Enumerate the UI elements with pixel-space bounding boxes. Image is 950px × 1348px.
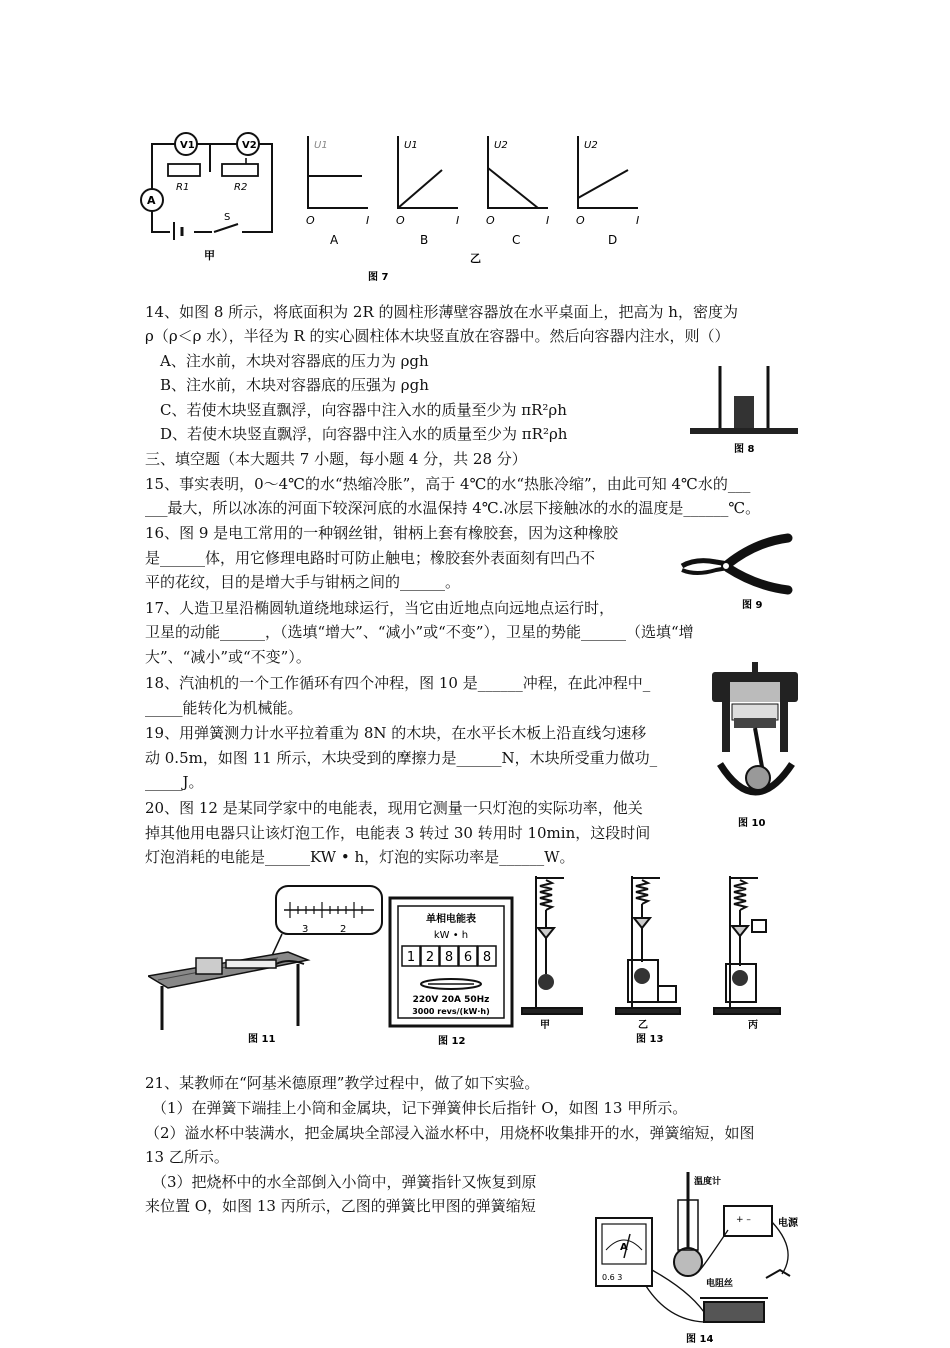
figure-12-caption: 图 12 (438, 1036, 466, 1047)
q21-step2a: （2）溢水杯中装满水，把金属块全部浸入溢水杯中，用烧杯收集排开的水，弹簧缩短，如图 (145, 1124, 755, 1142)
figure-11 (148, 880, 388, 1046)
q21-line1: 21、某教师在“阿基米德原理”教学过程中，做了如下实验。 (145, 1074, 540, 1092)
ammeter-letter: A (620, 1242, 628, 1253)
switch-label: S (224, 212, 231, 223)
q17-line2: 卫星的动能______，（选填“增大”、“减小”或“不变”），卫星的势能______（选填“增 (145, 623, 694, 641)
figure-14-caption: 图 14 (686, 1334, 714, 1344)
figure-9 (676, 532, 796, 612)
q16-line1: 16、图 9 是电工常用的一种钢丝钳，钳柄上套有橡胶套，因为这种橡胶 (145, 524, 619, 542)
graph-d-ylabel: U2 (584, 140, 598, 151)
meter-digit-3: 8 (444, 950, 454, 965)
q20-line1: 20、图 12 是某同学家中的电能表，现用它测量一只灯泡的实际功率，他关 (145, 799, 643, 817)
label-yi: 乙 (470, 252, 481, 265)
v1-label: V1 (180, 140, 195, 151)
graph-b-origin: O (396, 214, 405, 227)
section-3-heading: 三、填空题（本大题共 7 小题，每小题 4 分，共 28 分） (145, 450, 527, 468)
graph-c-origin: O (486, 214, 495, 227)
q21-step2b: 13 乙所示。 (145, 1148, 229, 1166)
q18-line2: _____能转化为机械能。 (145, 699, 303, 717)
figure-10-engine-drawing (706, 660, 806, 832)
r2-label: R2 (234, 182, 248, 193)
graph-b-ylabel: U1 (404, 140, 418, 151)
graph-c-xlabel: I (546, 214, 550, 227)
graph-a-letter: A (330, 233, 339, 247)
q17-line1: 17、人造卫星沿椭圆轨道绕地球运行，当它由近地点向远地点运行时， (145, 599, 615, 617)
meter-unit: kW • h (433, 930, 469, 941)
figure-13-yi: 乙 (638, 1020, 648, 1031)
q19-line2: 动 0.5m，如图 11 所示，木块受到的摩擦力是______N，木块所受重力做功_ (145, 749, 658, 767)
meter-rating: 220V 20A 50Hz (412, 995, 490, 1005)
graph-d-origin: O (576, 214, 585, 227)
figure-13-jia: 甲 (540, 1020, 550, 1031)
figure-14 (588, 1170, 810, 1344)
figure-11-caption: 图 11 (248, 1034, 276, 1045)
q21-step3a: （3）把烧杯中的水全部倒入小筒中，弹簧指针又恢复到原 (152, 1173, 537, 1191)
q14-option-d: D、若使木块竖直飘浮，向容器中注入水的质量至少为 πR²ρh (160, 425, 568, 443)
graph-a-ylabel: U1 (314, 140, 328, 151)
figure-10-caption: 图 10 (738, 818, 766, 829)
figure-13 (516, 870, 800, 1046)
figure-12 (388, 896, 514, 1048)
q16-line3: 平的花纹，目的是增大手与钳柄之间的______。 (145, 573, 461, 591)
q14-option-b: B、注水前，木块对容器底的压强为 ρgh (160, 376, 429, 394)
graph-b-letter: B (420, 233, 429, 247)
q19-line3: _____J。 (145, 773, 204, 791)
figure-7-caption: 图 7 (368, 272, 389, 283)
q17-line3: 大”、“减小”或“不变”）。 (145, 648, 311, 666)
graph-c-letter: C (512, 233, 521, 247)
figure-13-caption: 图 13 (636, 1034, 664, 1045)
graph-c-ylabel: U2 (494, 140, 508, 151)
graph-d-letter: D (608, 233, 618, 247)
figure-8 (688, 362, 800, 458)
meter-revs: 3000 revs/(kW·h) (412, 1007, 490, 1016)
figure-13-bing: 丙 (748, 1020, 758, 1031)
r1-label: R1 (176, 182, 190, 193)
q21-step1: （1）在弹簧下端挂上小筒和金属块，记下弹簧伸长后指针 O，如图 13 甲所示。 (152, 1099, 688, 1117)
ammeter-label: A (147, 194, 156, 207)
figure-8-caption: 图 8 (734, 444, 755, 455)
meter-digit-4: 6 (463, 950, 473, 965)
power-label: 电源 (778, 1218, 798, 1229)
figure-11-drawing (148, 880, 388, 1046)
wire-label: 电阻丝 (706, 1279, 734, 1289)
thermometer-label: 温度计 (694, 1177, 722, 1187)
figure-7-drawing (130, 128, 670, 288)
q14-line1: 14、如图 8 所示，将底面积为 2R 的圆柱形薄壁容器放在水平桌面上，把高为 h，密度为 (145, 303, 738, 321)
meter-digit-2: 2 (425, 950, 435, 965)
graph-a-origin: O (306, 214, 315, 227)
figure-9-caption: 图 9 (742, 600, 763, 611)
figure-13-drawing (516, 870, 800, 1046)
scale-left-mark: 3 (302, 924, 309, 935)
q14-option-a: A、注水前，木块对容器底的压力为 ρgh (160, 352, 429, 370)
q18-line1: 18、汽油机的一个工作循环有四个冲程，图 10 是______冲程，在此冲程中_ (145, 674, 651, 692)
q20-line2: 掉其他用电器只让该灯泡工作，电能表 3 转过 30 转用时 10min，这段时间 (145, 824, 651, 842)
figure-8-drawing (688, 362, 800, 458)
power-terminals: + – (736, 1215, 751, 1225)
q16-line2: 是______体，用它修理电路时可防止触电；橡胶套外表面刻有凹凸不 (145, 549, 596, 567)
q15-line1: 15、事实表明，0～4℃的水“热缩冷胀”，高于 4℃的水“热胀冷缩”，由此可知 4℃水的___ (145, 475, 751, 493)
q21-step3b: 来位置 O，如图 13 丙所示，乙图的弹簧比甲图的弹簧缩短 (145, 1197, 536, 1215)
meter-title: 单相电能表 (426, 914, 476, 925)
scale-right-mark: 2 (340, 924, 347, 935)
q20-line3: 灯泡消耗的电能是______KW • h，灯泡的实际功率是______W。 (145, 848, 575, 866)
figure-7 (130, 128, 670, 288)
graph-b-xlabel: I (456, 214, 460, 227)
figure-9-pliers-drawing (676, 532, 796, 612)
figure-12-meter-drawing (388, 896, 514, 1048)
graph-d-xlabel: I (636, 214, 640, 227)
q14-line2: ρ（ρ＜ρ 水），半径为 R 的实心圆柱体木块竖直放在容器中。然后向容器内注水，则（） (145, 327, 730, 345)
q14-option-c: C、若使木块竖直飘浮，向容器中注入水的质量至少为 πR²ρh (160, 401, 567, 419)
q15-line2: ___最大，所以冰冻的河面下较深河底的水温保持 4℃.冰层下接触冰的水的温度是______℃。 (145, 499, 761, 517)
figure-10 (706, 660, 806, 832)
q19-line1: 19、用弹簧测力计水平拉着重为 8N 的木块，在水平长木板上沿直线匀速移 (145, 724, 647, 742)
meter-digit-1: 1 (406, 950, 416, 965)
graph-a-xlabel: I (366, 214, 370, 227)
figure-14-drawing (588, 1170, 810, 1344)
ammeter-scale: 0.6 3 (602, 1273, 623, 1282)
v2-label: V2 (242, 140, 257, 151)
meter-digit-5: 8 (482, 950, 492, 965)
label-jia: 甲 (204, 249, 215, 262)
